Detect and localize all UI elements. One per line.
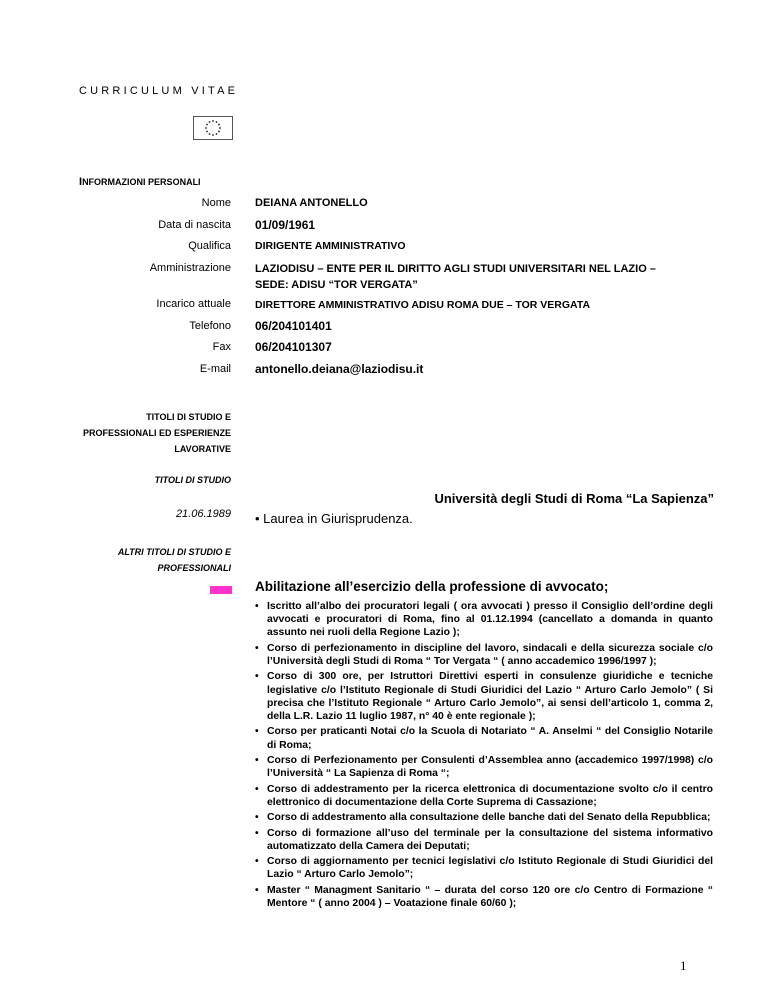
value-nome: DEIANA ANTONELLO [255,197,368,209]
value-incarico: DIRETTORE AMMINISTRATIVO ADISU ROMA DUE – TOR VERGATA [255,299,591,311]
highlight-marker [210,586,232,594]
label-nome: Nome [201,197,231,209]
abilitazione-heading: Abilitazione all’esercizio della professione di avvocato; [255,579,609,594]
label-qualifica: Qualifica [188,240,231,252]
list-item: • Corso di addestramento per la ricerca elettronica di documentazione svolto c/o il centro elettronico di documentazione della Corte Suprema di Cassazione; [255,783,713,809]
label-data-nascita: Data di nascita [158,219,231,231]
page-number: 1 [680,958,687,973]
list-item: • Corso di addestramento alla consultazione delle banche dati del Senato della Repubblica; [255,811,713,824]
eu-stars-icon [194,117,232,139]
list-item: • Iscritto all’albo dei procuratori legali ( ora avvocati ) presso il Consiglio dell’ordine degli avvocati e procuratori di Roma, fino al 01.12.1994 (cancellato a domanda in quanto assunto nei ruoli della Regione Lazio ); [255,600,713,640]
section-heading-titoli: TITOLI DI STUDIO E PROFESSIONALI ED ESPERIENZE LAVORATIVE [82,412,231,454]
list-item: • Corso di Perfezionamento per Consulenti d’Assemblea anno (accademico 1997/1998) c/o l’Università “ La Sapienza di Roma “; [255,754,713,780]
list-item: • Corso di 300 ore, per Istruttori Direttivi esperti in consulenze giuridiche e tecniche legislative c/o l’Istituto Regionale di Studi Giuridici del Lazio “ Arturo Carlo Jemolo” ( Si precisa che l’Istituto Regionale “ Arturo Carlo Jemolo”, ai sensi dell’articolo 1, comma 2, della L.R. Lazio 11 luglio 1987, n° 40 è ente regionale ); [255,670,713,723]
label-telefono: Telefono [189,320,231,332]
university-name: Università degli Studi di Roma “La Sapienza” [434,491,714,506]
list-item: • Corso per praticanti Notai c/o la Scuola di Notariato “ A. Anselmi “ del Consiglio Notarile di Roma; [255,725,713,751]
value-qualifica: DIRIGENTE AMMINISTRATIVO [255,240,406,252]
list-item: • Corso di perfezionamento in discipline del lavoro, sindacali e della sicurezza sociale c/o l’Università degli Studi di Roma “ Tor Vergata “ ( anno accademico 1996/1997 ); [255,642,713,668]
value-amministrazione: LAZIODISU – ENTE PER IL DIRITTO AGLI STUDI UNIVERSITARI NEL LAZIO – SEDE: ADISU “TOR VERGATA” [255,263,656,291]
list-item: • Corso di formazione all’uso del terminale per la consultazione del sistema informativo automatizzato della Camera dei Deputati; [255,827,713,853]
section-heading-altri: ALTRI TITOLI DI STUDIO E PROFESSIONALI [117,547,231,573]
value-data-nascita: 01/09/1961 [255,218,316,232]
list-item: • Master “ Managment Sanitario “ – durata del corso 120 ore c/o Centro di Formazione “ Mentore “ ( anno 2004 ) – Voatazione finale 60/60 ); [255,884,713,910]
value-email: antonello.deiana@laziodisu.it [255,362,424,376]
subheading-titoli-studio: TITOLI DI STUDIO [154,475,231,485]
label-fax: Fax [212,341,231,353]
section-heading-personal: INFORMAZIONI PERSONALI [79,176,201,188]
degree-item: • Laurea in Giurisprudenza. [255,511,413,526]
label-amministrazione: Amministrazione [149,262,231,274]
bullet-icon: • [255,511,264,526]
degree-date: 21.06.1989 [175,508,231,520]
value-fax: 06/204101307 [255,340,332,354]
value-telefono: 06/204101401 [255,319,332,333]
eu-flag-logo [193,116,233,140]
label-incarico: Incarico attuale [156,298,231,310]
label-email: E-mail [199,363,231,375]
cv-title: CURRICULUM VITAE [79,85,239,97]
list-item: • Corso di aggiornamento per tecnici legislativi c/o Istituto Regionale di Studi Giuridici del Lazio “ Arturo Carlo Jemolo”; [255,855,713,881]
altri-titoli-list [255,600,713,912]
